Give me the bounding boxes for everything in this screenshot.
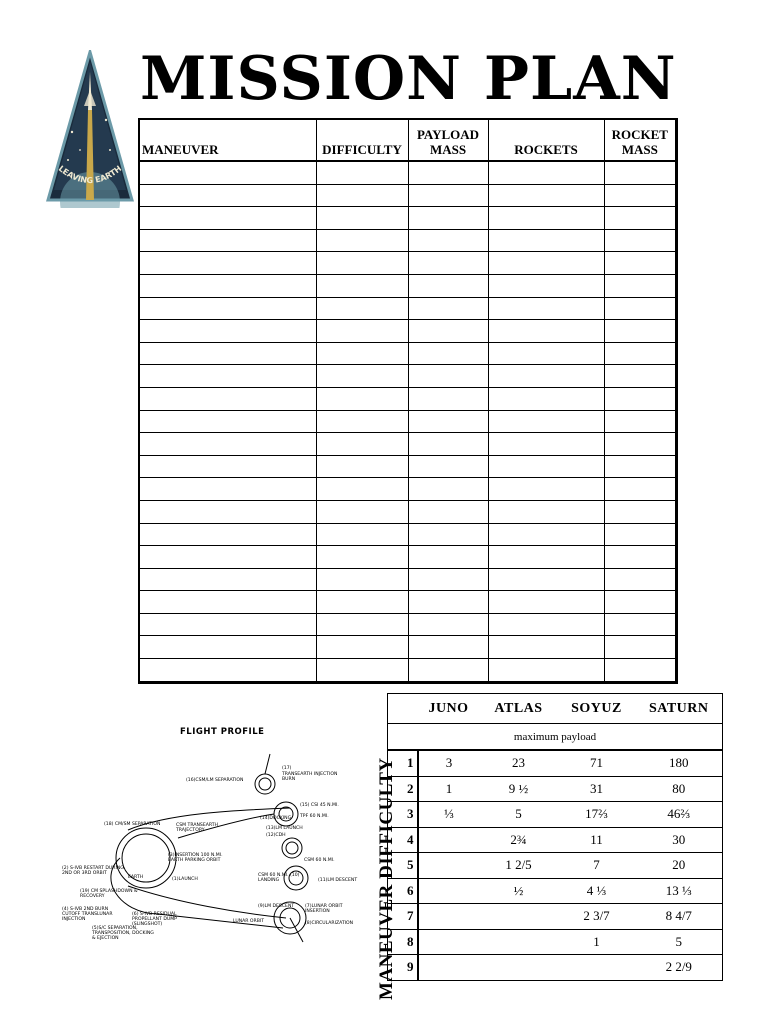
- plan-cell[interactable]: [316, 636, 408, 659]
- plan-cell[interactable]: [408, 161, 488, 184]
- plan-cell[interactable]: [316, 297, 408, 320]
- plan-header-row: [139, 119, 677, 161]
- plan-cell[interactable]: [408, 478, 488, 501]
- flight-profile-label: CSM 60 N.MI. (10) LANDING: [258, 873, 300, 883]
- plan-cell[interactable]: [139, 613, 316, 636]
- plan-cell[interactable]: [316, 591, 408, 614]
- plan-cell[interactable]: [139, 659, 316, 683]
- plan-cell[interactable]: [139, 387, 316, 410]
- plan-cell[interactable]: [488, 568, 604, 591]
- header-maneuver: MANEUVER: [139, 119, 316, 161]
- plan-cell[interactable]: [139, 184, 316, 207]
- rocket-row: [388, 955, 723, 981]
- plan-row[interactable]: [139, 410, 677, 433]
- plan-cell[interactable]: [139, 523, 316, 546]
- flight-profile-label: (3)INSERTION 100 N.MI. EARTH PARKING ORBIT: [168, 853, 223, 863]
- plan-cell[interactable]: [488, 387, 604, 410]
- plan-cell[interactable]: [139, 433, 316, 456]
- payload-value: ⅓: [418, 802, 480, 828]
- plan-cell[interactable]: [139, 410, 316, 433]
- flight-profile-label: (2) S-IVB RESTART DURING 2ND OR 3RD ORBIT: [62, 866, 124, 876]
- plan-cell[interactable]: [316, 207, 408, 230]
- plan-cell[interactable]: [408, 568, 488, 591]
- difficulty-level: 4: [388, 827, 418, 853]
- plan-cell[interactable]: [488, 659, 604, 683]
- plan-cell[interactable]: [408, 320, 488, 343]
- plan-cell[interactable]: [604, 207, 677, 230]
- plan-cell[interactable]: [604, 161, 677, 184]
- payload-value: [480, 929, 558, 955]
- header-payload-mass: PAYLOAD MASS: [408, 119, 488, 161]
- plan-cell[interactable]: [316, 433, 408, 456]
- payload-value: 71: [558, 750, 636, 776]
- plan-cell[interactable]: [488, 455, 604, 478]
- flight-profile-label: (9)LM DESCENT: [258, 904, 295, 909]
- header-rockets: ROCKETS: [488, 119, 604, 161]
- plan-cell[interactable]: [316, 274, 408, 297]
- plan-cell[interactable]: [604, 478, 677, 501]
- plan-row[interactable]: [139, 455, 677, 478]
- plan-cell[interactable]: [488, 184, 604, 207]
- header-rocket-mass: ROCKET MASS: [604, 119, 677, 161]
- plan-cell[interactable]: [139, 636, 316, 659]
- payload-value: 1: [558, 929, 636, 955]
- plan-cell[interactable]: [139, 207, 316, 230]
- plan-cell[interactable]: [316, 568, 408, 591]
- rocket-row: [388, 904, 723, 930]
- payload-value: 17⅔: [558, 802, 636, 828]
- payload-value: 23: [480, 750, 558, 776]
- plan-cell[interactable]: [488, 636, 604, 659]
- rocket-subheader-row: [388, 724, 723, 751]
- rocket-row: [388, 853, 723, 879]
- payload-value: 31: [558, 776, 636, 802]
- plan-cell[interactable]: [139, 252, 316, 275]
- rocket-row: [388, 827, 723, 853]
- plan-cell[interactable]: [604, 410, 677, 433]
- flight-profile-label: (19) CM SPLASHDOWN & RECOVERY: [80, 889, 138, 899]
- plan-cell[interactable]: [408, 387, 488, 410]
- flight-profile-title: FLIGHT PROFILE: [180, 727, 265, 737]
- payload-value: [418, 955, 480, 981]
- plan-row[interactable]: [139, 161, 677, 184]
- plan-cell[interactable]: [408, 455, 488, 478]
- flight-profile-label: CSM TRANSEARTH TRAJECTORY: [176, 823, 219, 833]
- plan-cell[interactable]: [488, 433, 604, 456]
- plan-cell[interactable]: [604, 500, 677, 523]
- plan-cell[interactable]: [408, 342, 488, 365]
- payload-value: 80: [636, 776, 723, 802]
- maximum-payload-label: maximum payload: [388, 724, 723, 751]
- difficulty-level: 2: [388, 776, 418, 802]
- plan-cell[interactable]: [408, 410, 488, 433]
- plan-cell[interactable]: [604, 320, 677, 343]
- plan-cell[interactable]: [316, 184, 408, 207]
- flight-profile-label: (17): [282, 766, 292, 771]
- plan-cell[interactable]: [139, 455, 316, 478]
- plan-cell[interactable]: [408, 207, 488, 230]
- plan-cell[interactable]: [604, 591, 677, 614]
- flight-profile-label: (16)CSM/LM SEPARATION: [186, 778, 244, 783]
- plan-cell[interactable]: [316, 613, 408, 636]
- plan-cell[interactable]: [488, 342, 604, 365]
- payload-value: 4 ⅓: [558, 878, 636, 904]
- difficulty-level: 1: [388, 750, 418, 776]
- plan-cell[interactable]: [139, 320, 316, 343]
- flight-profile-label: (8)CIRCULARIZATION: [305, 921, 354, 926]
- plan-row[interactable]: [139, 342, 677, 365]
- flight-profile-label: CSM 60 N.MI.: [304, 858, 335, 863]
- payload-value: 1: [418, 776, 480, 802]
- plan-cell[interactable]: [139, 478, 316, 501]
- payload-value: 30: [636, 827, 723, 853]
- difficulty-level: 6: [388, 878, 418, 904]
- plan-cell[interactable]: [408, 500, 488, 523]
- plan-cell[interactable]: [408, 184, 488, 207]
- plan-cell[interactable]: [604, 252, 677, 275]
- plan-cell[interactable]: [488, 252, 604, 275]
- plan-row[interactable]: [139, 613, 677, 636]
- plan-cell[interactable]: [316, 523, 408, 546]
- plan-cell[interactable]: [604, 636, 677, 659]
- payload-value: [418, 853, 480, 879]
- mission-plan-table: [138, 118, 678, 684]
- plan-cell[interactable]: [488, 523, 604, 546]
- plan-cell[interactable]: [139, 500, 316, 523]
- plan-row[interactable]: [139, 387, 677, 410]
- difficulty-level: 7: [388, 904, 418, 930]
- plan-cell[interactable]: [604, 365, 677, 388]
- payload-value: 3: [418, 750, 480, 776]
- plan-cell[interactable]: [604, 523, 677, 546]
- flight-profile-label: (6) S-IVB RESIDUAL PROPELLANT DUMP (SLINGSHOT): [132, 912, 177, 927]
- plan-row[interactable]: [139, 659, 677, 683]
- plan-cell[interactable]: [408, 591, 488, 614]
- plan-cell[interactable]: [408, 523, 488, 546]
- plan-cell[interactable]: [488, 365, 604, 388]
- plan-cell[interactable]: [316, 342, 408, 365]
- payload-value: 7: [558, 853, 636, 879]
- plan-cell[interactable]: [139, 365, 316, 388]
- plan-cell[interactable]: [408, 365, 488, 388]
- flight-profile-label: (11)LM DESCENT: [318, 878, 358, 883]
- plan-cell[interactable]: [488, 410, 604, 433]
- flight-profile-label: (4) S-IVB 2ND BURN CUTOFF TRANSLUNAR INJECTION: [62, 907, 113, 922]
- payload-value: [480, 955, 558, 981]
- rocket-row: [388, 802, 723, 828]
- payload-value: 9 ½: [480, 776, 558, 802]
- plan-cell[interactable]: [408, 297, 488, 320]
- payload-value: 2 3/7: [558, 904, 636, 930]
- page-title: MISSION PLAN: [140, 44, 677, 114]
- plan-cell[interactable]: [604, 274, 677, 297]
- plan-cell[interactable]: [488, 500, 604, 523]
- plan-row[interactable]: [139, 636, 677, 659]
- plan-cell[interactable]: [316, 229, 408, 252]
- payload-value: [418, 878, 480, 904]
- header-difficulty: DIFFICULTY: [316, 119, 408, 161]
- logo-text: LEAVING EARTH: [56, 164, 124, 186]
- col-juno: JUNO: [418, 694, 480, 724]
- plan-cell[interactable]: [604, 613, 677, 636]
- flight-profile-label: (7)LUNAR ORBIT INSERTION: [305, 904, 343, 914]
- payload-value: 46⅔: [636, 802, 723, 828]
- col-saturn: SATURN: [636, 694, 723, 724]
- plan-cell[interactable]: [488, 297, 604, 320]
- payload-value: 13 ⅓: [636, 878, 723, 904]
- flight-profile-label: LUNAR ORBIT: [233, 919, 265, 924]
- plan-row[interactable]: [139, 207, 677, 230]
- difficulty-level: 9: [388, 955, 418, 981]
- plan-cell[interactable]: [488, 591, 604, 614]
- flight-profile-label: TRANSEARTH INJECTION BURN: [282, 772, 338, 782]
- payload-value: 20: [636, 853, 723, 879]
- maneuver-difficulty-label: MANEUVER DIFFICULTY: [376, 757, 397, 1000]
- payload-value: 8 4/7: [636, 904, 723, 930]
- plan-cell[interactable]: [604, 297, 677, 320]
- plan-cell[interactable]: [139, 297, 316, 320]
- plan-cell[interactable]: [488, 320, 604, 343]
- plan-cell[interactable]: [316, 500, 408, 523]
- plan-cell[interactable]: [316, 252, 408, 275]
- rocket-header-row: [388, 694, 723, 724]
- rocket-row: [388, 776, 723, 802]
- plan-cell[interactable]: [316, 387, 408, 410]
- plan-cell[interactable]: [139, 591, 316, 614]
- plan-cell[interactable]: [408, 229, 488, 252]
- flight-profile-label: (5)S/C SEPARATION, TRANSPOSITION, DOCKING & EJECTION: [92, 926, 154, 941]
- plan-cell[interactable]: [488, 161, 604, 184]
- rocket-row: [388, 750, 723, 776]
- flight-profile-label: (15) CSI 45 N.MI.: [300, 803, 339, 808]
- difficulty-level: 5: [388, 853, 418, 879]
- plan-row[interactable]: [139, 229, 677, 252]
- plan-cell[interactable]: [316, 659, 408, 683]
- plan-cell[interactable]: [488, 613, 604, 636]
- col-atlas: ATLAS: [480, 694, 558, 724]
- plan-cell[interactable]: [408, 274, 488, 297]
- flight-profile-label: EARTH: [128, 875, 144, 880]
- plan-cell[interactable]: [488, 229, 604, 252]
- plan-cell[interactable]: [139, 546, 316, 569]
- plan-row[interactable]: [139, 320, 677, 343]
- flight-profile-label: (18) CM/SM SEPARATION: [104, 822, 161, 827]
- payload-value: 2¾: [480, 827, 558, 853]
- plan-cell[interactable]: [316, 478, 408, 501]
- plan-row[interactable]: [139, 274, 677, 297]
- plan-cell[interactable]: [408, 613, 488, 636]
- payload-value: 1 2/5: [480, 853, 558, 879]
- payload-value: [558, 955, 636, 981]
- plan-cell[interactable]: [316, 546, 408, 569]
- plan-row[interactable]: [139, 591, 677, 614]
- payload-value: 180: [636, 750, 723, 776]
- plan-cell[interactable]: [604, 455, 677, 478]
- plan-cell[interactable]: [316, 365, 408, 388]
- flight-profile-label: (1)LAUNCH: [172, 877, 198, 882]
- plan-cell[interactable]: [139, 274, 316, 297]
- plan-row[interactable]: [139, 297, 677, 320]
- payload-value: 5: [636, 929, 723, 955]
- plan-cell[interactable]: [488, 546, 604, 569]
- plan-row[interactable]: [139, 568, 677, 591]
- plan-cell[interactable]: [139, 568, 316, 591]
- plan-cell[interactable]: [604, 229, 677, 252]
- plan-cell[interactable]: [139, 161, 316, 184]
- payload-value: [418, 827, 480, 853]
- plan-row[interactable]: [139, 365, 677, 388]
- payload-value: ½: [480, 878, 558, 904]
- payload-value: 5: [480, 802, 558, 828]
- difficulty-level: 3: [388, 802, 418, 828]
- plan-cell[interactable]: [408, 433, 488, 456]
- plan-cell[interactable]: [408, 659, 488, 683]
- plan-row[interactable]: [139, 433, 677, 456]
- plan-row[interactable]: [139, 546, 677, 569]
- plan-row[interactable]: [139, 184, 677, 207]
- plan-cell[interactable]: [604, 568, 677, 591]
- flight-profile-label: (13)LM LAUNCH: [266, 826, 303, 831]
- plan-cell[interactable]: [408, 252, 488, 275]
- payload-value: 2 2/9: [636, 955, 723, 981]
- plan-cell[interactable]: [604, 342, 677, 365]
- plan-cell[interactable]: [488, 207, 604, 230]
- leaving-earth-logo: [46, 50, 134, 208]
- plan-cell[interactable]: [139, 342, 316, 365]
- plan-cell[interactable]: [604, 387, 677, 410]
- plan-cell[interactable]: [604, 546, 677, 569]
- plan-cell[interactable]: [604, 433, 677, 456]
- plan-cell[interactable]: [316, 455, 408, 478]
- plan-cell[interactable]: [316, 161, 408, 184]
- plan-cell[interactable]: [488, 478, 604, 501]
- plan-cell[interactable]: [604, 184, 677, 207]
- flight-profile-label: TPF 60 N.MI.: [300, 814, 329, 819]
- rocket-row: [388, 878, 723, 904]
- rocket-payload-table: [387, 693, 723, 981]
- plan-cell[interactable]: [316, 410, 408, 433]
- plan-cell[interactable]: [408, 636, 488, 659]
- plan-cell[interactable]: [139, 229, 316, 252]
- flight-profile-label: (12)CDH: [266, 833, 286, 838]
- payload-value: [418, 904, 480, 930]
- plan-cell[interactable]: [604, 659, 677, 683]
- plan-cell[interactable]: [488, 274, 604, 297]
- plan-row[interactable]: [139, 252, 677, 275]
- plan-cell[interactable]: [408, 546, 488, 569]
- col-soyuz: SOYUZ: [558, 694, 636, 724]
- payload-value: [418, 929, 480, 955]
- flight-profile-label: (14)DOCKING: [260, 816, 292, 821]
- plan-cell[interactable]: [316, 320, 408, 343]
- difficulty-level: 8: [388, 929, 418, 955]
- plan-row[interactable]: [139, 523, 677, 546]
- rocket-row: [388, 929, 723, 955]
- payload-value: 11: [558, 827, 636, 853]
- plan-row[interactable]: [139, 478, 677, 501]
- payload-value: [480, 904, 558, 930]
- plan-row[interactable]: [139, 500, 677, 523]
